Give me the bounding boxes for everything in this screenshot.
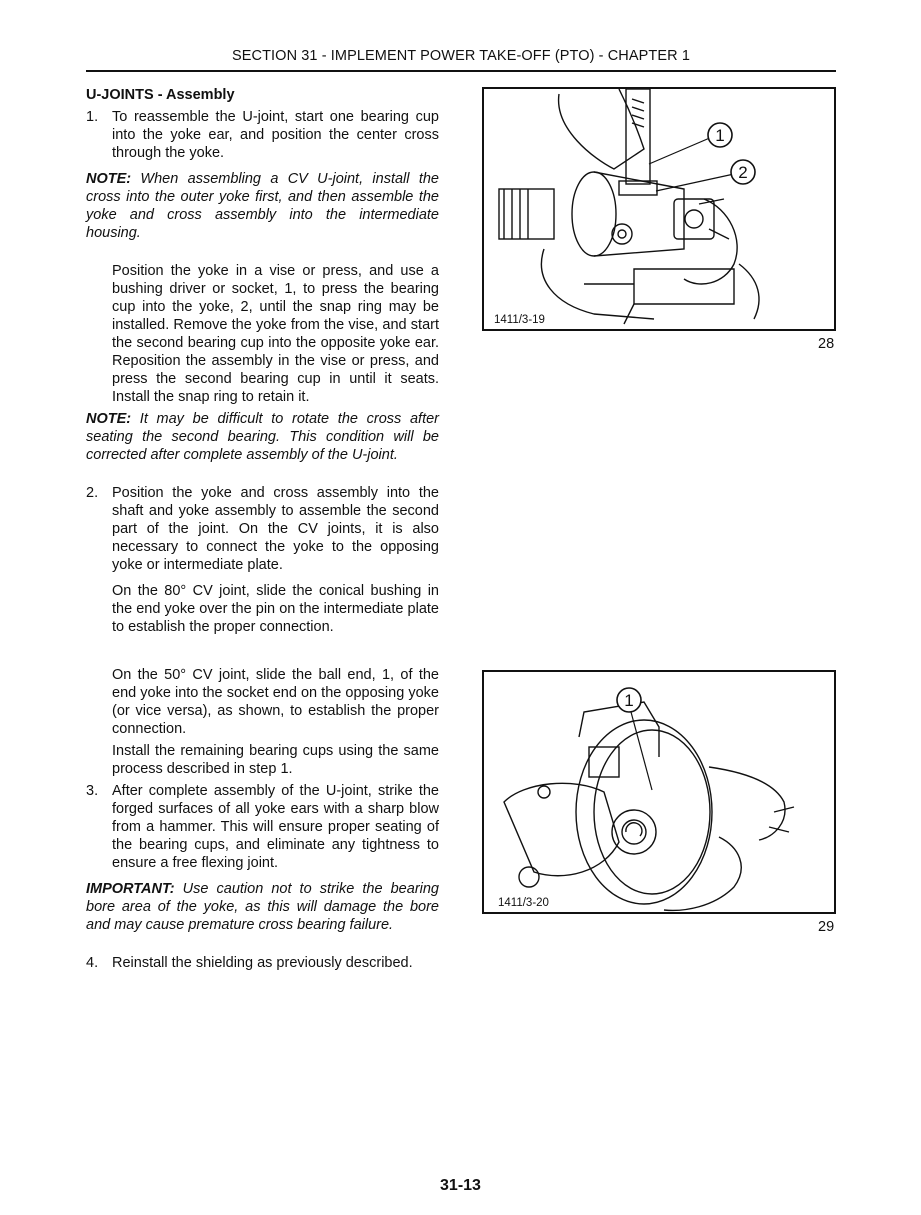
- important-note: [86, 880, 439, 934]
- step-text: After complete assembly of the U-joint, strike the forged surfaces of all yoke ears with a sharp blow from a hammer. This will ensure proper seating of the bearing cups, and eliminate any tightness to ensure a free flexing joint.: [112, 783, 439, 871]
- step-number: 1.: [86, 109, 99, 125]
- step-3: [86, 782, 439, 872]
- paragraph-press-bearing: Position the yoke in a vise or press, and use a bushing driver or socket, 1, to press the bearing cup into the yoke, 2, until the snap ring may be installed. Remove the yoke from the vise, and start the second bearing cup into the opposite yoke ear. Reposition the assembly in the vise or press, and press the second bearing cup in until it seats. Install the snap ring to retain it.: [112, 263, 439, 405]
- step-text: Position the yoke and cross assembly into the shaft and yoke assembly to assemble the second part of the joint. On the CV joints, it is also necessary to connect the yoke to the opposing yoke or intermediate plate.: [112, 485, 439, 573]
- note-text: It may be difficult to rotate the cross after seating the second bearing. This condition will be corrected after complete assembly of the U-joint.: [86, 411, 439, 463]
- callout-2: 2: [738, 163, 748, 182]
- text-column: [86, 86, 439, 972]
- callout-1: 1: [624, 691, 634, 710]
- header-rule: [86, 70, 836, 72]
- figure-29: [482, 670, 836, 914]
- note-1: [86, 170, 439, 242]
- page-number: 31-13: [440, 1177, 481, 1194]
- step-text: Reinstall the shielding as previously described.: [112, 955, 413, 971]
- figure-number-28: 28: [818, 336, 835, 352]
- step-number: 4.: [86, 955, 99, 971]
- paragraph-80-cv: On the 80° CV joint, slide the conical bushing in the end yoke over the pin on the intermediate plate to establish the proper connection.: [112, 583, 439, 635]
- step-number: 3.: [86, 783, 99, 799]
- note-text: When assembling a CV U-joint, install the cross into the outer yoke first, and then assemble the yoke and cross assembly into the intermediate housing.: [86, 171, 439, 241]
- figure-28: [482, 87, 836, 331]
- paragraph-remaining-cups: Install the remaining bearing cups using the same process described in step 1.: [112, 743, 439, 777]
- figure-number-29: 29: [818, 919, 835, 935]
- section-heading: U-JOINTS - Assembly: [86, 87, 235, 103]
- step-number: 2.: [86, 485, 99, 501]
- note-label: NOTE:: [86, 171, 132, 187]
- figure-28-illustration: [484, 89, 834, 329]
- important-text: Use caution not to strike the bearing bore area of the yoke, as this will damage the bore and may cause premature cross bearing failure.: [86, 881, 439, 933]
- section-header: SECTION 31 - IMPLEMENT POWER TAKE-OFF (PTO) - CHAPTER 1: [231, 48, 690, 64]
- step-text: To reassemble the U-joint, start one bearing cup into the yoke ear, and position the center cross through the yoke.: [112, 109, 439, 161]
- figure-29-illustration: [484, 672, 834, 912]
- figure-code: 1411/3-19: [494, 314, 545, 326]
- note-label: NOTE:: [86, 411, 132, 427]
- step-4: [86, 954, 439, 972]
- paragraph-50-cv: On the 50° CV joint, slide the ball end, 1, of the end yoke into the socket end on the opposing yoke (or vice versa), as shown, to establish the proper connection.: [112, 667, 439, 737]
- note-2: [86, 410, 439, 464]
- callout-1: 1: [715, 126, 725, 145]
- step-2: [86, 484, 439, 574]
- step-1: [86, 108, 439, 162]
- important-label: IMPORTANT:: [86, 881, 175, 897]
- figure-code: 1411/3-20: [498, 897, 549, 909]
